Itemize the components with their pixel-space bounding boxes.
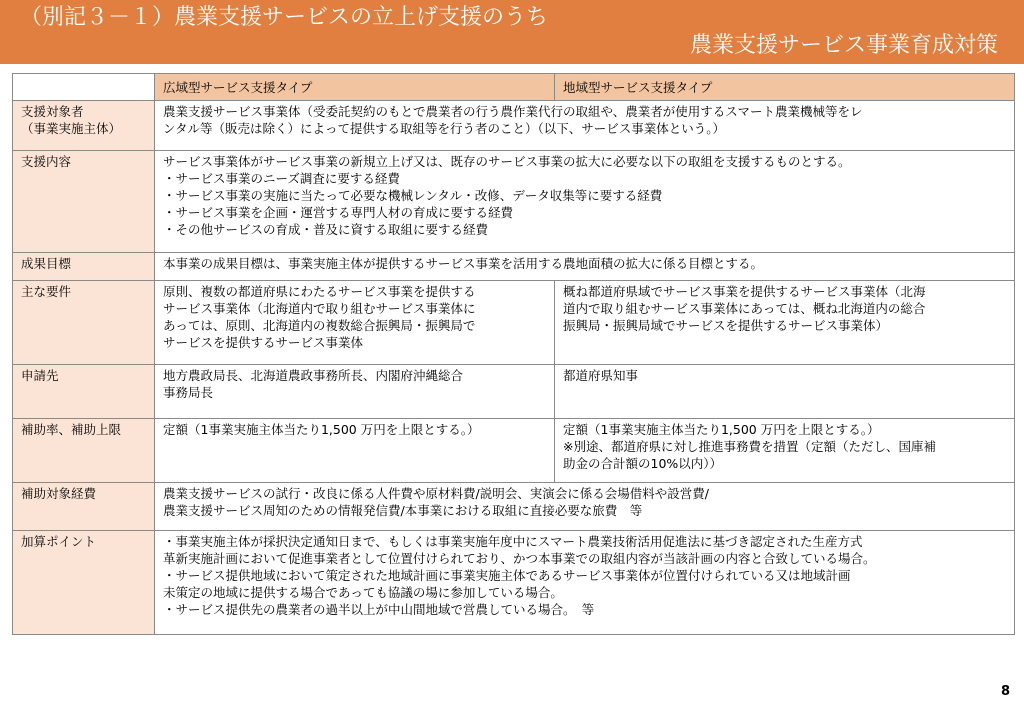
apply-wide: 地方農政局長、北海道農政事務所長、内閣府沖縄総合 事務局長	[155, 365, 555, 419]
requirements-wide: 原則、複数の都道府県にわたるサービス事業を提供する サービス事業体（北海道内で取り組むサービス事業体に あっては、原則、北海道内の複数総合振興局・振興局で サービスを提供するサービス事業体	[155, 281, 555, 365]
title-line-1: （別記３－１）農業支援サービスの立上げ支援のうち	[20, 5, 549, 30]
row-label-expenses: 補助対象経費	[13, 483, 155, 531]
row-target	[13, 101, 1015, 151]
row-subsidy	[13, 419, 1015, 483]
title-banner	[0, 0, 1024, 64]
requirements-regional: 概ね都道府県域でサービス事業を提供するサービス事業体（北海 道内で取り組むサービス事業体にあっては、概ね北海道内の総合 振興局・振興局域でサービスを提供するサービス事業体）	[555, 281, 1015, 365]
col-header-regional: 地域型サービス支援タイプ	[555, 74, 1015, 101]
row-content	[13, 151, 1015, 253]
title-line-2: 農業支援サービス事業育成対策	[689, 33, 998, 58]
support-measures-table	[12, 73, 1015, 635]
subsidy-regional: 定額（1事業実施主体当たり1,500 万円を上限とする。） ※別途、都道府県に対し推進事務費を措置（定額（ただし、国庫補 助金の合計額の10%以内））	[555, 419, 1015, 483]
row-label-points: 加算ポイント	[13, 531, 155, 635]
expenses-description: 農業支援サービスの試行・改良に係る人件費や原材料費/説明会、実演会に係る会場借料や設営費/ 農業支援サービス周知のための情報発信費/本事業における取組に直接必要な旅費 等	[155, 483, 1015, 531]
row-label-apply: 申請先	[13, 365, 155, 419]
points-description: ・事業実施主体が採択決定通知日まで、もしくは事業実施年度中にスマート農業技術活用促進法に基づき認定された生産方式 革新実施計画において促進事業者として位置付けられており、かつ本事業での取組内容が当該計画の内容と合致している場合。 ・サービス提供地域において策定された地域計画に事業実施主体であるサービス事業体が位置付けられている又は地域計画 未策定の地域に提供する場合であっても協議の場に参加している場合。 ・サービス提供先の農業者の過半以上が中山間地域で営農している場合。 等	[155, 531, 1015, 635]
target-description: 農業支援サービス事業体（受委託契約のもとで農業者の行う農作業代行の取組や、農業者が使用するスマート農業機械等をレ ンタル等（販売は除く）によって提供する取組等を行う者のこと）（以下、サービス事業体という。）	[155, 101, 1015, 151]
row-points	[13, 531, 1015, 635]
row-apply	[13, 365, 1015, 419]
row-label-goal: 成果目標	[13, 253, 155, 281]
row-label-requirements: 主な要件	[13, 281, 155, 365]
goal-description: 本事業の成果目標は、事業実施主体が提供するサービス事業を活用する農地面積の拡大に係る目標とする。	[155, 253, 1015, 281]
row-expenses	[13, 483, 1015, 531]
row-label-content: 支援内容	[13, 151, 155, 253]
row-goal	[13, 253, 1015, 281]
content-description: サービス事業体がサービス事業の新規立上げ又は、既存のサービス事業の拡大に必要な以下の取組を支援するものとする。 ・サービス事業のニーズ調査に要する経費 ・サービス事業の実施に当たって必要な機械レンタル・改修、データ収集等に要する経費 ・サービス事業を企画・運営する専門人材の育成に要する経費 ・その他サービスの育成・普及に資する取組に要する経費	[155, 151, 1015, 253]
subsidy-wide: 定額（1事業実施主体当たり1,500 万円を上限とする。）	[155, 419, 555, 483]
apply-regional: 都道府県知事	[555, 365, 1015, 419]
header-blank-cell	[13, 74, 155, 101]
row-requirements	[13, 281, 1015, 365]
table-header-row	[13, 74, 1015, 101]
col-header-wide: 広域型サービス支援タイプ	[155, 74, 555, 101]
row-label-target: 支援対象者 （事業実施主体）	[13, 101, 155, 151]
row-label-subsidy: 補助率、補助上限	[13, 419, 155, 483]
page-number: 8	[1000, 684, 1010, 699]
